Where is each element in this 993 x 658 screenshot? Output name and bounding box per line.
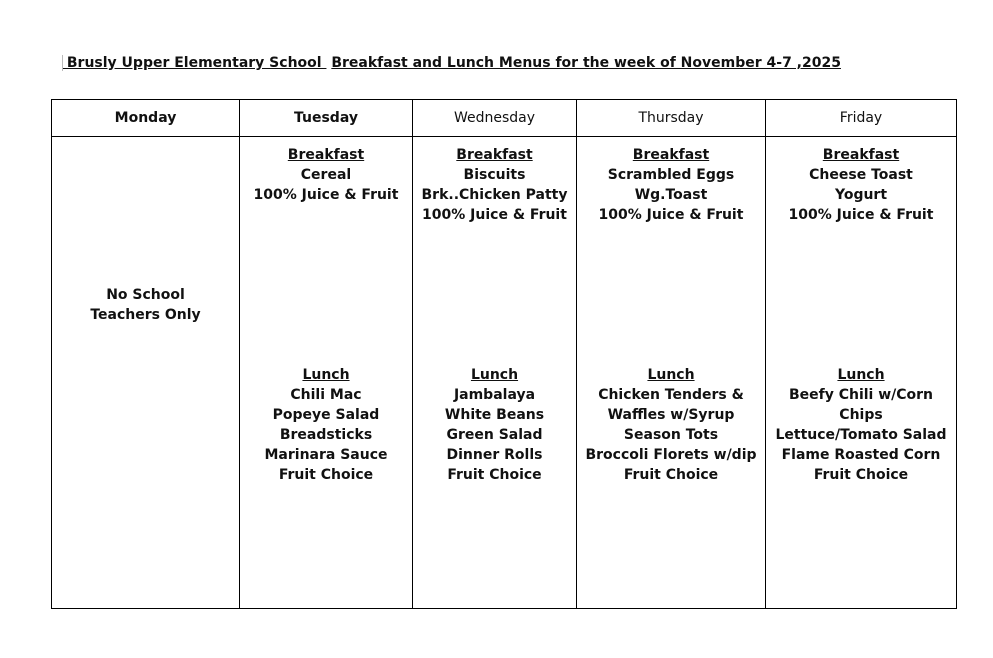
breakfast-item: Wg.Toast [634,187,708,203]
breakfast-item: Cheese Toast [809,167,913,183]
lunch-heading: Lunch [470,367,519,383]
lunch-item: Marinara Sauce [264,447,388,463]
school-name: Brusly Upper Elementary School [62,55,327,71]
breakfast-item: Biscuits [463,167,526,183]
day-tuesday: Tuesday [240,100,413,137]
lunch-item: Breadsticks [279,427,373,443]
lunch-section [240,365,412,485]
breakfast-item: 100% Juice & Fruit [598,207,744,223]
breakfast-section [413,145,576,225]
cursor-mark [62,55,63,71]
breakfast-item: 100% Juice & Fruit [253,187,399,203]
day-wednesday: Wednesday [413,100,577,137]
lunch-section [413,365,576,485]
breakfast-item: 100% Juice & Fruit [422,207,567,223]
breakfast-item: Yogurt [834,187,888,203]
breakfast-section [766,145,956,225]
breakfast-heading: Breakfast [822,147,900,163]
day-monday: Monday [52,100,240,137]
breakfast-item: Scrambled Eggs [607,167,735,183]
breakfast-heading: Breakfast [456,147,533,163]
lunch-section [766,365,956,485]
breakfast-item: Brk..Chicken Patty [421,187,568,203]
lunch-item: Chicken Tenders & [598,387,744,403]
monday-line: No School [106,287,185,303]
lunch-item: Fruit Choice [278,467,374,483]
menu-table [51,99,957,609]
lunch-heading: Lunch [837,367,885,383]
breakfast-heading: Breakfast [287,147,365,163]
lunch-item: Waffles w/Syrup [607,407,735,423]
breakfast-heading: Breakfast [632,147,710,163]
lunch-item: Green Salad [446,427,543,443]
lunch-heading: Lunch [647,367,695,383]
lunch-item: Chips [839,407,883,423]
lunch-item: Popeye Salad [272,407,380,423]
thursday-cell [577,137,766,609]
lunch-item: Dinner Rolls [446,447,543,463]
lunch-item: Broccoli Florets w/dip [585,447,757,463]
monday-cell [52,137,240,609]
lunch-item: Jambalaya [453,387,536,403]
header-row [52,100,957,137]
lunch-item: Flame Roasted Corn [781,447,941,463]
lunch-item: Lettuce/Tomato Salad [775,427,947,443]
page-title [62,55,841,71]
tuesday-cell [240,137,413,609]
lunch-section [577,365,765,485]
lunch-item: Fruit Choice [813,467,909,483]
friday-cell [766,137,957,609]
lunch-item: Chili Mac [290,387,362,403]
lunch-item: White Beans [444,407,545,423]
breakfast-item: 100% Juice & Fruit [788,207,934,223]
menu-row [52,137,957,609]
breakfast-section [240,145,412,205]
day-thursday: Thursday [577,100,766,137]
monday-line: Teachers Only [90,307,201,323]
menu-subtitle: Breakfast and Lunch Menus for the week of November 4-7 ,2025 [331,55,841,71]
day-friday: Friday [766,100,957,137]
lunch-item: Beefy Chili w/Corn [788,387,934,403]
lunch-item: Season Tots [623,427,719,443]
lunch-heading: Lunch [302,367,350,383]
lunch-item: Fruit Choice [623,467,719,483]
lunch-item: Fruit Choice [447,467,542,483]
wednesday-cell [413,137,577,609]
breakfast-section [577,145,765,225]
breakfast-item: Cereal [300,167,352,183]
